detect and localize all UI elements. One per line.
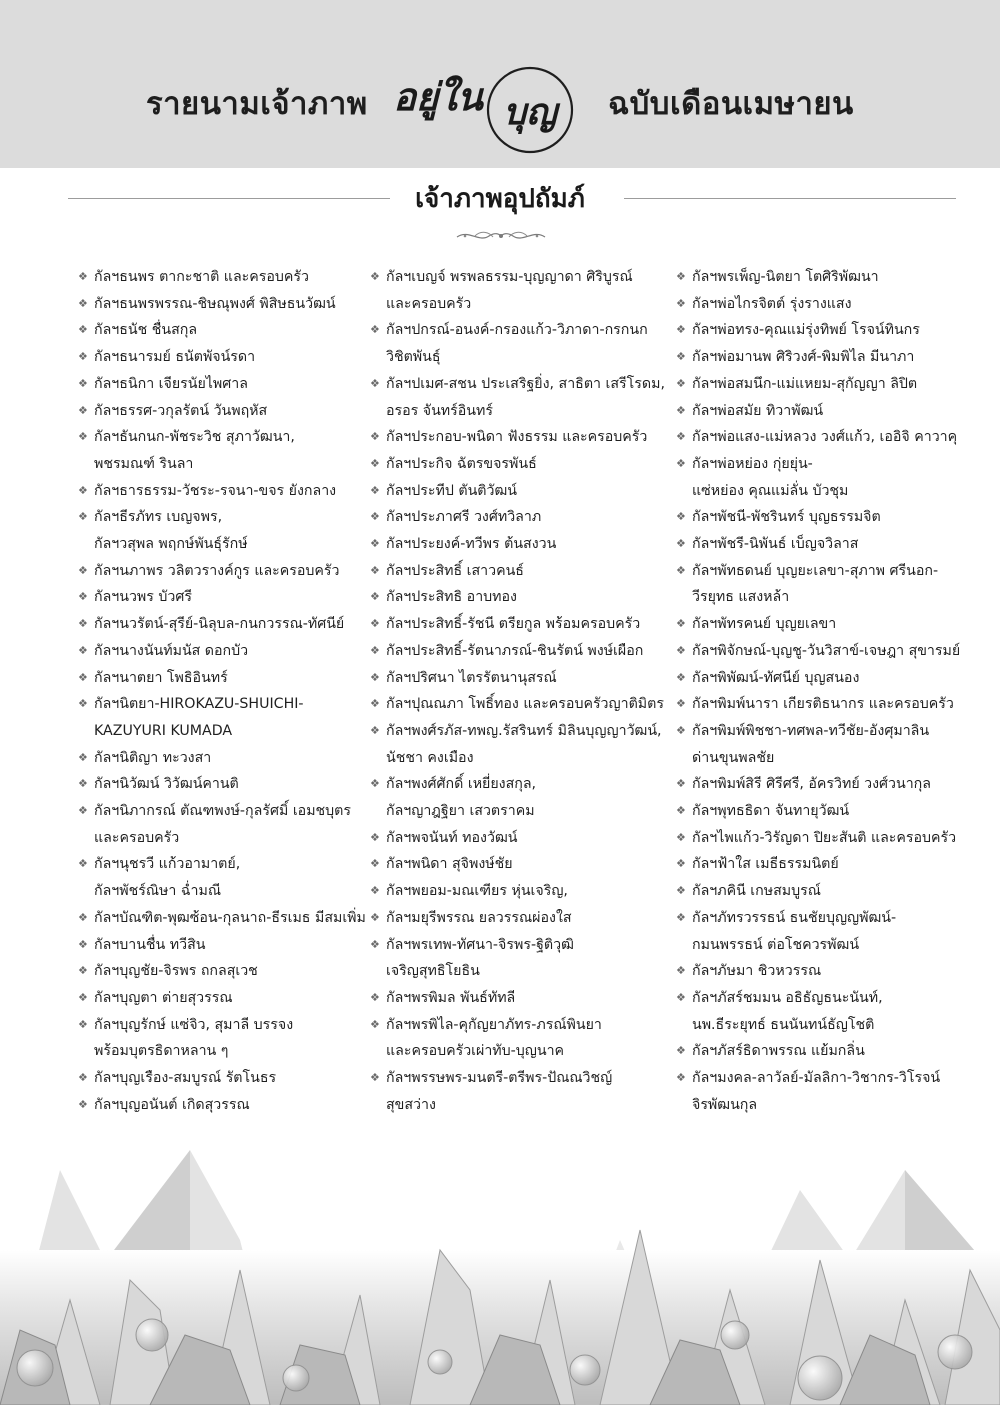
sponsor-name-line: กัลฯธนพร ตากะชาติ และครอบครัว [94,269,309,285]
sponsor-entry [676,317,976,344]
sponsor-name-line: กัลฯพ่อแสง-แม่หลวง วงศ์แก้ว, เออิจิ คาวาคุ [692,429,958,446]
sponsor-entry [676,825,976,852]
logo-text-right: บุญ [503,91,557,133]
sponsor-entry [676,531,976,558]
diamond-bullet-icon: ❖ [78,697,88,711]
diamond-bullet-icon: ❖ [370,430,380,444]
sponsor-name-line: จิรพัฒนกุล [692,1096,758,1113]
sponsor-name-line: กัลฯพ่อหย่อง กุ่ยยุ่น- [692,455,813,472]
sponsor-name-line: กัลฯฟ้าใส เมธีธรรมนิตย์ [692,856,839,873]
sponsor-name-line: กัลฯมงคล-ลาวัลย์-มัลลิกา-วิชากร-วิโรจน์ [692,1070,941,1087]
sponsor-name-line: กัลฯนาตยา โพธิอินทร์ [94,669,228,686]
sponsor-entry [676,1065,976,1118]
sponsor-name-line: กัลฯประสิทธิ์-รัตนาภรณ์-ชินรัตน์ พงษ์เผือก [386,642,644,659]
sponsor-entry [676,878,976,905]
sponsor-entry [370,985,670,1012]
diamond-bullet-icon: ❖ [370,670,380,684]
sponsor-name-line: กัลฯพยอม-มณเฑียร หุ่นเจริญ, [386,883,568,900]
sponsor-name-line: วิชิตพันธุ์ [386,349,441,366]
diamond-bullet-icon: ❖ [370,830,380,844]
sponsor-entry [78,771,368,798]
sponsor-name-line: กัลฯประสิทธิ์-รัชนี ตรียกูล พร้อมครอบครัว [386,616,641,633]
header-title-left: รายนามเจ้าภาพ [146,86,368,122]
diamond-bullet-icon: ❖ [78,296,88,310]
diamond-bullet-icon: ❖ [676,910,686,924]
sponsor-entry [676,558,976,611]
sponsor-name-line: อรอร จันทร์อินทร์ [386,402,493,419]
sponsor-name-line: กัลฯพ่อสมนึก-แม่แหยม-สุกัญญา ลิปิต [692,375,918,392]
diamond-bullet-icon: ❖ [676,537,686,551]
sponsor-entry [676,665,976,692]
diamond-bullet-icon: ❖ [676,1044,686,1058]
sponsor-entry [370,771,670,824]
sponsor-entry [370,424,670,451]
sponsor-column-3 [676,264,976,1119]
diamond-bullet-icon: ❖ [676,323,686,337]
diamond-bullet-icon: ❖ [676,403,686,417]
sponsor-entry [370,478,670,505]
diamond-bullet-icon: ❖ [370,723,380,737]
logo-text-left: อยู่ใน [393,74,483,119]
diamond-bullet-icon: ❖ [78,990,88,1004]
sponsor-name-line: กัลฯบุญอนันต์ เกิดสุวรรณ [94,1096,250,1113]
diamond-bullet-icon: ❖ [676,1071,686,1085]
sponsor-name-line: กัลฯประกอบ-พนิดา ฟังธรรม และครอบครัว [386,429,648,446]
sponsor-name-line: KAZUYURI KUMADA [94,722,233,739]
sponsor-name-line: กัลฯนางนันท์มนัส ดอกบัว [94,642,249,659]
sponsor-entry [78,611,368,638]
sponsor-name-line: กัลฯญาฎฐิยา เสวตราคม [386,803,535,820]
sponsor-entry [676,504,976,531]
sponsor-entry [370,665,670,692]
sponsor-name-line: กัลฯพงศ์รภัส-ทพญ.รัสรินทร์ มิลินบุญญาวัฒน์, [386,722,662,739]
sponsor-name-line: กัลฯธีรภัทร เบญจพร, [94,509,223,526]
sponsor-name-line: กมนพรรธน์ ต่อโชควรพัฒน์ [692,936,860,953]
sponsor-name-line: กัลฯนวรัตน์-สุรีย์-นิลุบล-กนกวรรณ-ทัศนีย์ [94,616,345,633]
sponsor-entry [676,691,976,718]
sponsor-entry [78,985,368,1012]
diamond-bullet-icon: ❖ [78,937,88,951]
sponsor-entry [370,1065,670,1118]
diamond-bullet-icon: ❖ [370,510,380,524]
diamond-bullet-icon: ❖ [370,1017,380,1031]
sponsor-entry [370,691,670,718]
sponsor-entry [78,958,368,985]
sponsor-name-line: กัลฯพจนันท์ ทองวัฒน์ [386,829,518,846]
diamond-bullet-icon: ❖ [370,643,380,657]
sponsor-name-line: กัลฯพนิดา สุจิพงษ์ชัย [386,856,513,873]
sponsor-entry [676,1038,976,1065]
sponsor-name-line: กัลฯไพแก้ว-วิรัญดา ปิยะสันติ และครอบครัว [692,829,957,846]
diamond-bullet-icon: ❖ [676,777,686,791]
sponsor-entry [676,398,976,425]
diamond-bullet-icon: ❖ [78,643,88,657]
sponsor-name-line: กัลฯพรรษพร-มนตรี-ตรีพร-ปัณณวิชญ์ [386,1070,613,1087]
sponsor-name-line: กัลฯประกิจ ฉัตรขจรพันธ์ [386,455,537,472]
sponsor-name-line: กัลฯบุญชัย-จิรพร ถกลสุเวช [94,963,258,980]
sponsor-name-line: กัลฯปุณณภา โพธิ์ทอง และครอบครัวญาติมิตร [386,696,664,713]
sponsor-name-line: กัลฯบุญรักษ์ แซ่จิว, สุมาลี บรรจง [94,1016,294,1033]
diamond-bullet-icon: ❖ [370,990,380,1004]
sponsor-name-line: และครอบครัว [386,295,472,312]
sponsor-entry [78,1012,368,1065]
header-title-right: ฉบับเดือนเมษายน [608,86,854,122]
sponsor-entry [370,638,670,665]
diamond-bullet-icon: ❖ [676,857,686,871]
sponsor-entry [78,1092,368,1119]
sponsor-name-line: กัลฯธารธรรม-วัชระ-รจนา-ขจร ยังกลาง [94,482,337,499]
sponsor-name-line: กัลฯภัสร์ธิดาพรรณ แย้มกลิ่น [692,1043,865,1060]
sponsor-name-line: กัลฯนิตยา-HIROKAZU-SHUICHI- [94,696,304,713]
sponsor-entry [370,584,670,611]
sponsor-name-line: กัลฯภัทรวรรธน์ ธนชัยบุญญพัฒน์- [692,909,897,926]
sponsor-name-line: กัลฯพัชร์ณิษา ฉ่ำมณี [94,883,221,900]
sponsor-entry [676,264,976,291]
sponsor-entry [78,665,368,692]
sponsor-name-line: กัลฯภคินี เกษสมบูรณ์ [692,883,821,900]
sponsor-entry [78,317,368,344]
diamond-bullet-icon: ❖ [676,884,686,898]
sponsor-name-line: กัลฯบุญตา ต่ายสุวรรณ [94,989,233,1006]
sponsor-name-line: กัลฯพรเทพ-ทัศนา-จิรพร-ฐิติวุฒิ [386,936,574,953]
diamond-bullet-icon: ❖ [78,777,88,791]
diamond-bullet-icon: ❖ [370,270,380,283]
diamond-bullet-icon: ❖ [370,590,380,604]
diamond-bullet-icon: ❖ [676,376,686,390]
sponsor-name-line: กัลฯปริศนา ไตรรัตนานุสรณ์ [386,669,557,686]
sponsor-entry [676,958,976,985]
diamond-bullet-icon: ❖ [370,456,380,470]
sponsor-name-line: กัลฯพัทรคนย์ บุญยเลขา [692,616,837,633]
diamond-bullet-icon: ❖ [676,697,686,711]
sponsor-name-line: กัลฯพงศ์ศักดิ์ เหยี่ยงสกุล, [386,776,537,793]
sponsor-name-line: กัลฯนิติญา ทะวงสา [94,749,212,766]
diamond-bullet-icon: ❖ [676,643,686,657]
sponsor-name-line: กัลฯปเมศ-สชน ประเสริฐยิ่ง, สาธิตา เสรีโรดม, [386,375,665,392]
diamond-bullet-icon: ❖ [676,723,686,737]
sponsor-entry [676,771,976,798]
diamond-bullet-icon: ❖ [370,537,380,551]
sponsor-name-line: กัลฯพิมพ์พิชชา-ทศพล-ทวีชัย-อังศุมาลิน [692,722,930,739]
diamond-bullet-icon: ❖ [676,296,686,310]
diamond-bullet-icon: ❖ [78,403,88,417]
sponsor-name-line: กัลฯพิพัฒน์-ทัศนีย์ บุญสนอง [692,669,860,686]
diamond-bullet-icon: ❖ [78,964,88,978]
sponsor-name-line: กัลฯธันกนก-พัชระวิช สุภาวัฒนา, [94,429,295,446]
sponsor-entry [676,611,976,638]
diamond-bullet-icon: ❖ [676,990,686,1004]
diamond-bullet-icon: ❖ [370,910,380,924]
sponsor-entry [78,851,368,904]
diamond-bullet-icon: ❖ [78,430,88,444]
diamond-bullet-icon: ❖ [370,697,380,711]
sponsor-name-line: กัลฯธนพรพรรณ-ชิษณุพงศ์ พิสิษธนวัฒน์ [94,295,336,312]
sponsor-name-line: กัลฯนวพร บัวศรี [94,589,192,606]
sponsor-entry [676,985,976,1038]
sponsor-entry [370,932,670,985]
sponsor-entry [370,851,670,878]
sponsor-name-line: กัลฯเบญจ์ พรพลธรรม-บุญญาดา ศิริบูรณ์ [386,269,633,285]
diamond-bullet-icon: ❖ [78,1097,88,1111]
diamond-bullet-icon: ❖ [78,804,88,818]
sponsor-name-line: กัลฯภัสร์ชมมน อธิธัญธนะนันท์, [692,989,883,1006]
sponsor-name-line: ด่านขุนพลชัย [692,749,775,766]
sponsor-name-line: กัลฯนิภากรณ์ ตัณฑพงษ์-กุลรัศมิ์ เอมชบุตร [94,803,352,820]
sponsor-name-line: กัลฯพุทธธิดา จันทายุวัฒน์ [692,803,850,820]
sponsor-column-2 [370,264,670,1119]
sponsor-entry [370,611,670,638]
sponsor-entry [78,371,368,398]
sponsor-entry [370,317,670,370]
sponsor-name-line: กัลฯมยุรีพรรณ ยลวรรณผ่องใส [386,909,572,926]
diamond-bullet-icon: ❖ [370,376,380,390]
sponsor-name-line: กัลฯพัทธดนย์ บุญยะเลขา-สุภาพ ศรีนอก- [692,562,939,579]
diamond-bullet-icon: ❖ [676,430,686,444]
diamond-bullet-icon: ❖ [78,670,88,684]
diamond-bullet-icon: ❖ [370,1071,380,1085]
sponsor-entry [78,478,368,505]
sponsor-entry [78,558,368,585]
diamond-bullet-icon: ❖ [676,270,686,283]
sponsor-name-line: และครอบครัว [94,829,180,846]
sponsor-name-line: กัลฯพ่อมานพ ศิริวงศ์-พิมพิไล มีนาภา [692,349,915,366]
sponsor-name-line: แซ่หย่อง คุณแม่ลั่น บัวชุม [692,482,849,499]
sponsor-name-line: กัลฯธรรศ-วกุลรัตน์ วันพฤหัส [94,402,268,419]
diamond-bullet-icon: ❖ [676,670,686,684]
sponsor-name-line: กัลฯพรพิไล-คุกัญยาภัทร-ภรณ์พินยา [386,1016,602,1033]
diamond-bullet-icon: ❖ [78,563,88,577]
crystal-mountains-illustration [0,1130,1000,1405]
diamond-bullet-icon: ❖ [78,1071,88,1085]
sponsor-name-line: กัลฯธนารมย์ ธนัตพัจน์รดา [94,349,256,366]
diamond-bullet-icon: ❖ [370,483,380,497]
sponsor-name-line: กัลฯพ่อไกรจิตต์ รุ่งรางแสง [692,295,852,312]
sponsor-entry [78,932,368,959]
sponsor-name-line: กัลฯพรเพ็ญ-นิตยา โตศิริพัฒนา [692,269,879,285]
sponsor-name-line: สุขสว่าง [386,1096,436,1113]
sponsor-name-line: เจริญสุทธิโยธิน [386,963,480,980]
sponsor-entry [78,798,368,851]
diamond-bullet-icon: ❖ [370,884,380,898]
diamond-bullet-icon: ❖ [78,1017,88,1031]
sponsor-entry [370,451,670,478]
sponsor-entry [78,905,368,932]
sponsor-entry [676,638,976,665]
sponsor-entry [78,291,368,318]
diamond-bullet-icon: ❖ [676,510,686,524]
diamond-bullet-icon: ❖ [78,910,88,924]
sponsor-name-line: กัลฯพิจักษณ์-บุญชู-วันวิสาข์-เจษฎา สุขารมย์ [692,642,961,659]
sponsor-name-line: กัลฯพิมพ์สิรี ศิรีศรี, อัครวิทย์ วงศ์วนากุล [692,776,931,793]
sponsor-name-line: กัลฯนิวัฒน์ วิวัฒน์คานติ [94,776,239,793]
sponsor-name-line: กัลฯนุชรวี แก้วอามาตย์, [94,856,241,873]
sponsor-name-line: และครอบครัวเผ่าทับ-บุญนาค [386,1043,565,1060]
sponsor-name-line: กัลฯประสิทธิ อาบทอง [386,589,517,606]
sponsor-entry [78,504,368,557]
diamond-bullet-icon: ❖ [370,857,380,871]
sponsor-entry [78,745,368,772]
sponsor-entry [370,264,670,317]
sponsor-name-line: กัลฯนภาพร วลิตวรางค์กูร และครอบครัว [94,562,340,579]
sponsor-entry [676,424,976,451]
sponsor-entry [78,584,368,611]
sponsor-entry [78,264,368,291]
title-rule-right [624,198,956,199]
sponsor-entry [676,451,976,504]
sponsor-entry [78,398,368,425]
diamond-bullet-icon: ❖ [78,270,88,283]
diamond-bullet-icon: ❖ [78,617,88,631]
diamond-bullet-icon: ❖ [78,857,88,871]
sponsor-entry [78,691,368,744]
sponsor-name-line: กัลฯภัษมา ชิวหวรรณ [692,963,822,980]
sponsor-entry [370,504,670,531]
diamond-bullet-icon: ❖ [676,804,686,818]
sponsor-entry [370,558,670,585]
sponsor-entry [676,905,976,958]
sponsor-entry [370,878,670,905]
sponsor-name-line: กัลฯปกรณ์-อนงค์-กรองแก้ว-วิภาดา-กรกนก [386,322,648,339]
sponsor-entry [370,718,670,771]
diamond-bullet-icon: ❖ [370,617,380,631]
sponsor-name-line: กัลฯประยงค์-ทวีพร ต้นสงวน [386,536,557,553]
diamond-bullet-icon: ❖ [370,777,380,791]
sponsor-name-line: กัลฯพรพิมล พันธ์ทัทลี [386,989,516,1006]
sponsor-name-line: กัลฯพัชนี-พัชรินทร์ บุญธรรมจิต [692,509,881,526]
sponsor-name-line: นัชชา คงเมือง [386,749,474,766]
sponsor-column-1 [78,264,368,1119]
diamond-bullet-icon: ❖ [78,510,88,524]
diamond-bullet-icon: ❖ [370,937,380,951]
sponsor-name-line: กัลฯพิมพ์นารา เกียรติธนากร และครอบครัว [692,696,954,713]
sponsor-entry [78,424,368,477]
sponsor-name-line: กัลฯบัณฑิต-พุฒซ้อน-กุลนาถ-ธีรเมธ มีสมเพิ่ม [94,909,366,926]
sponsor-name-line: กัลฯพัชรี-นิพันธ์ เบ็ญจวิลาส [692,536,859,553]
sponsor-name-line: กัลฯพ่อทรง-คุณแม่รุ่งทิพย์ โรจน์ทินกร [692,322,920,339]
sponsor-name-line: พร้อมบุตรธิดาหลาน ๆ [94,1043,229,1060]
sponsor-entry [370,905,670,932]
sponsor-entry [676,291,976,318]
sponsor-name-line: กัลฯธนิกา เจียรนัยไพศาล [94,375,248,392]
sponsor-entry [78,1065,368,1092]
sponsor-entry [370,531,670,558]
sponsor-name-line: กัลฯบานชื่น ทวีสิน [94,936,206,953]
diamond-bullet-icon: ❖ [676,830,686,844]
sponsor-name-line: กัลฯประทีป ตันติวัฒน์ [386,482,517,499]
sponsor-entry [370,825,670,852]
sponsor-entry [370,371,670,424]
diamond-bullet-icon: ❖ [676,964,686,978]
sponsor-name-line: พชรมณฑ์ รินลา [94,455,194,472]
diamond-bullet-icon: ❖ [78,350,88,364]
section-title: เจ้าภาพอุปถัมภ์ [415,184,585,214]
flourish-ornament-icon [455,226,547,246]
sponsor-name-line: กัลฯประสิทธิ์ เสาวคนธ์ [386,562,524,579]
sponsor-name-line: วีรยุทธ แสงหล้า [692,589,790,606]
diamond-bullet-icon: ❖ [676,456,686,470]
diamond-bullet-icon: ❖ [78,483,88,497]
diamond-bullet-icon: ❖ [676,350,686,364]
diamond-bullet-icon: ❖ [78,323,88,337]
sponsor-name-line: นพ.ธีระยุทธ์ ธนนันทน์ธัญโชติ [692,1016,875,1033]
sponsor-entry [78,638,368,665]
sponsor-entry [370,1012,670,1065]
sponsor-name-line: กัลฯประภาศรี วงศ์ทวิลาภ [386,509,542,526]
diamond-bullet-icon: ❖ [370,323,380,337]
diamond-bullet-icon: ❖ [676,617,686,631]
sponsor-name-line: กัลฯบุญเรือง-สมบูรณ์ รัตโนธร [94,1070,277,1087]
sponsor-name-line: กัลฯวสุพล พฤกษ์พันธุ์รักษ์ [94,536,248,553]
sponsor-name-line: กัลฯพ่อสมัย ทิวาพัฒน์ [692,402,824,419]
diamond-bullet-icon: ❖ [370,563,380,577]
sponsor-entry [676,851,976,878]
sponsor-entry [676,344,976,371]
diamond-bullet-icon: ❖ [78,750,88,764]
sponsor-entry [676,371,976,398]
sponsor-entry [676,718,976,771]
sponsor-entry [78,344,368,371]
diamond-bullet-icon: ❖ [78,376,88,390]
diamond-bullet-icon: ❖ [78,590,88,604]
sponsor-name-line: กัลฯธนัช ชื่นสกุล [94,322,198,339]
diamond-bullet-icon: ❖ [676,563,686,577]
sponsor-entry [676,798,976,825]
logo-yoo-nai-boon [380,58,595,158]
